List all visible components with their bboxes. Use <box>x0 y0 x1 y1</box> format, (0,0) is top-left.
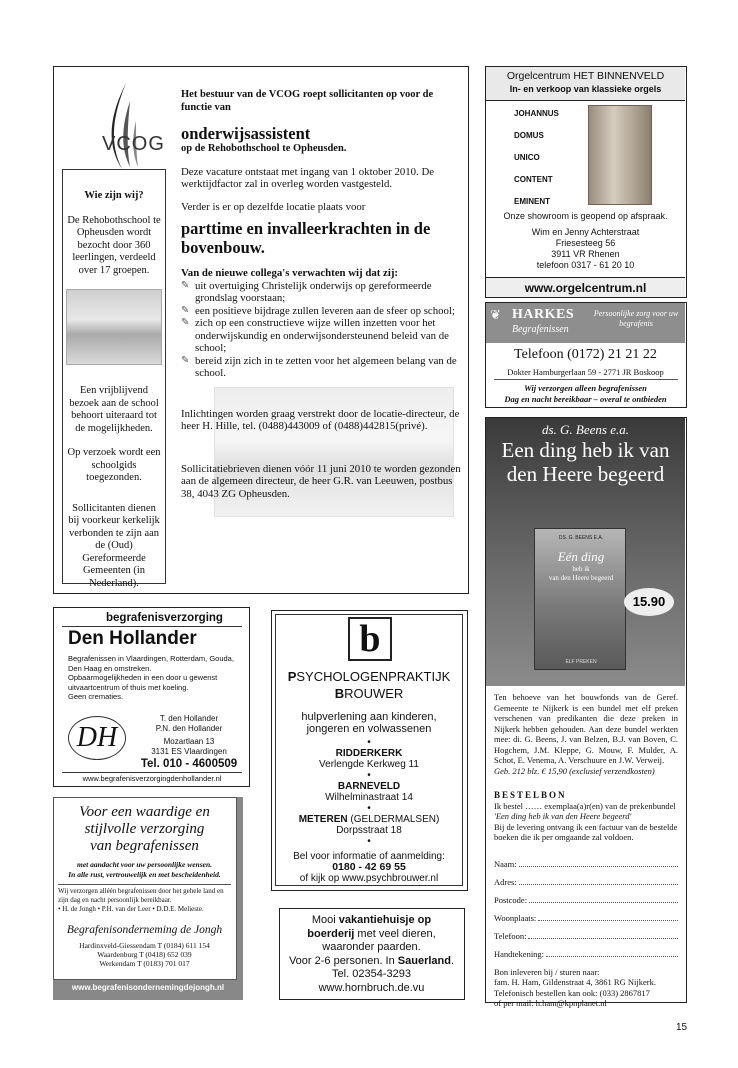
book-ad-title: Een ding heb ik van den Heere begeerd <box>501 438 670 486</box>
divider <box>62 772 242 773</box>
side-paragraph-3: Op verzoek wordt een schoolgids toegezonden. <box>67 447 161 483</box>
vacancy-text: Deze vacature ontstaat met ingang van 1 oktober 2010. De werktijdfactor zal in overleg worden vastgesteld. <box>181 165 435 190</box>
page-number: 15 <box>676 1022 688 1033</box>
beens-book-ad <box>485 417 687 1008</box>
vakantiehuisje-ad <box>279 908 465 1000</box>
organ-photo <box>588 105 652 205</box>
psych-contact: Bel voor informatie of aanmelding: 0180 - 42 69 55 of kijk op www.psychbrouwer.nl <box>293 851 445 884</box>
form-field-phone[interactable]: Telefoon: <box>494 931 678 942</box>
order-text-1: Ik bestel …… exemplaa(a)r(en) van de prekenbundel <box>494 800 676 811</box>
order-text-3: Bij de levering ontvang ik een factuur van de bestelde boeken die ik per omgaande zal voldoen. <box>494 821 678 842</box>
apply-text: Sollicitatiebrieven dienen vóór 11 juni 2010 te worden gezonden aan de algemeen directeur, de heer G.R. van Leeuwen, postbus 38, 4043 ZG Opheusden. <box>181 462 461 500</box>
divider <box>58 884 231 885</box>
psychologenpraktijk-ad <box>271 610 468 891</box>
den-hollander-ad <box>53 607 250 787</box>
harkes-banner <box>486 303 685 343</box>
psych-name-1: PSYCHOLOGENPRAKTIJK <box>287 669 451 684</box>
book-ad-author: ds. G. Beens e.a. <box>541 422 629 437</box>
return-4: of per mail: h.ham@kpnplanet.nl <box>494 998 607 1008</box>
book-cover-title-1: Eén ding <box>557 549 605 564</box>
hollander-text: Begrafenissen in Vlaardingen, Rotterdam, Gouda, Den Haag en omstreken. Opbaarmogelijkheden in een door u gewenst uitvaartcentrum of thuis met koeling. Geen crematies. <box>68 654 234 701</box>
psych-tagline: hulpverlening aan kinderen, jongeren en volwassenen <box>301 711 437 735</box>
side-heading: Wie zijn wij? <box>84 190 144 201</box>
harkes-name: HARKES <box>512 307 575 322</box>
jongh-company: Begrafenisonderneming de Jongh <box>66 924 223 936</box>
jongh-inner <box>53 797 237 980</box>
jongh-description: Wij verzorgen alléén begrafenissen door het gehele land en zijn dag en nacht persoonlijk bereikbaar. • H. de Jongh • P.H. van der Leer • D.D.E. Melieste. <box>58 887 224 913</box>
book-banner <box>486 418 685 686</box>
list-item: ✎ bereid zijn zich in te zetten voor het algemeen belang van de school. <box>181 354 457 379</box>
vcog-main <box>181 89 466 500</box>
side-paragraph-2: Een vrijblijvend bezoek aan de school behoort uiteraard tot de mogelijkheden. <box>69 385 159 434</box>
book-cover-author: DS. G. BEENS E.A. <box>558 535 604 541</box>
orgel-header <box>486 67 685 101</box>
expect-heading: Van de nieuwe collega's verwachten wij dat zij: <box>181 267 399 279</box>
return-3: Telefonisch bestellen kan ook: (033) 2867817 <box>494 987 650 998</box>
vakantie-text: Mooi vakantiehuisje op boerderij met veel dieren, waaronder paarden. Voor 2-6 personen. In Sauerland. Tel. 02354-3293 www.hornbruch.de.vu <box>288 914 455 994</box>
pen-icon: ✎ <box>181 279 190 291</box>
brand-list <box>514 103 559 213</box>
list-item: ✎ zich op een constructieve wijze willen inzetten voor het onderwijskundig en onderwijsondersteunend beleid van de school; <box>181 317 449 354</box>
info-text: Inlichtingen worden graag verstrekt door de locatie-directeur, de heer H. Hille, tel. (0488)443009 of (0488)442815(privé). <box>181 407 460 432</box>
second-title: parttime en invalleerkrachten in de bovenbouw. <box>181 219 431 257</box>
school-name: op de Rehobothschool te Opheusden. <box>181 143 347 154</box>
book-edition: Geb. 212 blz. € 15,90 (exclusief verzendkosten) <box>494 765 655 776</box>
orgel-title: Orgelcentrum HET BINNENVELD <box>506 70 665 82</box>
return-2: fam. H. Ham, Gildenstraat 4, 3861 RG Nijkerk. <box>494 977 656 987</box>
brand-item: JOHANNUS <box>514 109 559 118</box>
hollander-url[interactable]: www.begrafenisverzorgingdenhollander.nl <box>82 774 222 783</box>
harkes-slogan: Persoonlijke zorg voor uw begrafenis <box>593 309 679 328</box>
hollander-name: Den Hollander <box>68 628 197 649</box>
book-description: Ten behoeve van het bouwfonds van de Geref. Gemeente te Nijkerk is een bundel met elf preken verschenen van predikanten die deze preken in Nijkerk hebben gehouden. Aan deze bundel werkten mee: di. G. Beens, J. van Belzen, B.J. van Boven, C. Hogchem, J.M. Kleppe, G. Mouw, F. Mulder, A. Schot, E. Venema, A. Verschuure en J.W. Verweij. <box>494 692 678 765</box>
orgelcentrum-ad <box>485 66 687 298</box>
book-cover-title-2: heb ik <box>572 565 590 573</box>
harkes-ad <box>485 302 687 408</box>
form-field-name[interactable]: Naam: <box>494 859 678 870</box>
vcog-logo-text: VCOG <box>102 133 165 155</box>
leaf-icon: ❦ <box>490 307 501 322</box>
psych-locations: • RIDDERKERK Verlengde Kerkweg 11 • BARNEVELD Wilhelminastraat 14 • METEREN (GELDERMALSEN) Dorpsstraat 18 • <box>298 737 440 847</box>
list-item: ✎ een positieve bijdrage zullen leveren aan de sfeer op school; <box>181 304 455 317</box>
vcog-sidebar <box>62 169 166 589</box>
orgel-city: 3911 VR Rhenen <box>551 249 620 259</box>
side-paragraph-4: Sollicitanten dienen bij voorkeur kerkelijk verbonden te zijn aan de (Oud) Gereformeerde Gemeenten (in Nederland). <box>68 502 160 589</box>
brand-item: EMINENT <box>514 197 550 206</box>
harkes-phone: Telefoon (0172) 21 21 22 <box>514 347 657 362</box>
vcog-intro: Het bestuur van de VCOG roept sollicitanten op voor de functie van <box>181 89 434 113</box>
divider <box>62 626 242 627</box>
book-cover-title-3: van den Heere begeerd <box>548 574 614 582</box>
jongh-tagline: met aandacht voor uw persoonlijke wensen. In alle rust, vertrouwelijk en met bescheidenheid. <box>68 860 221 879</box>
orgel-subtitle: In- en verkoop van klassieke orgels <box>509 84 662 94</box>
psych-name-2: BROUWER <box>334 686 404 701</box>
orgel-street: Friesesteeg 56 <box>555 238 616 248</box>
brand-item: UNICO <box>514 153 540 162</box>
pen-icon: ✎ <box>181 317 190 328</box>
monogram-logo: DH <box>68 716 126 760</box>
divider <box>494 379 678 380</box>
price-badge: 15.90 <box>624 588 674 616</box>
form-field-signature[interactable]: Handtekening: <box>494 949 678 960</box>
form-field-address[interactable]: Adres: <box>494 877 678 888</box>
orgel-showroom: Onze showroom is geopend op afspraak. <box>503 211 668 221</box>
form-field-postcode[interactable]: Postcode: <box>494 895 678 906</box>
job-title: onderwijsassistent <box>181 124 311 143</box>
school-photo <box>66 289 162 365</box>
psych-logo: b <box>348 617 392 661</box>
form-field-city[interactable]: Woonplaats: <box>494 913 678 924</box>
list-item: ✎ uit overtuiging Christelijk onderwijs op gereformeerde grondslag voorstaan; <box>181 279 432 304</box>
psych-inner <box>275 614 463 886</box>
book-cover-footer: ELF PREKEN <box>565 659 597 665</box>
de-jongh-ad <box>53 797 243 1000</box>
orgel-names: Wim en Jenny Achterstraat <box>531 227 640 237</box>
return-1: Bon inleveren bij / sturen naar: <box>494 966 600 977</box>
harkes-sub: Begrafenissen <box>512 324 569 335</box>
jongh-url[interactable]: www.begrafenisondernemingdejongh.nl <box>71 983 225 992</box>
order-heading: BESTELBON <box>494 790 567 800</box>
brand-item: DOMUS <box>514 131 544 140</box>
also-text: Verder is er op dezelfde locatie plaats voor <box>181 200 366 213</box>
brand-item: CONTENT <box>514 175 553 184</box>
orgel-url[interactable]: www.orgelcentrum.nl <box>486 277 685 297</box>
side-paragraph-1: De Rehobothschool te Opheusden wordt bezocht door 360 leerlingen, verdeeld over 17 groepen. <box>67 214 161 276</box>
harkes-line-1: Wij verzorgen alleen begrafenissen <box>524 383 647 393</box>
order-form <box>494 859 678 960</box>
vcog-ad <box>53 66 469 594</box>
book-cover <box>534 528 626 670</box>
jongh-phones: Hardinxveld-Giessendam T (0184) 611 154 Waardenburg T (0418) 652 039 Werkendam T (0183) 701 017 <box>79 941 210 968</box>
hollander-address: T. den Hollander P.N. den Hollander Mozartlaan 13 3131 ES Vlaardingen <box>151 714 227 756</box>
pen-icon: ✎ <box>181 354 190 366</box>
order-text-2: 'Een ding heb ik van den Heere begeerd' <box>494 811 632 821</box>
book-ad-body <box>494 692 678 1009</box>
orgel-phone: telefoon 0317 - 61 20 10 <box>536 260 635 270</box>
harkes-line-2: Dag en nacht bereikbaar – overal te ontbieden <box>504 394 667 404</box>
harkes-address: Dokter Hamburgerlaan 59 - 2771 JR Boskoop <box>507 367 664 377</box>
pen-icon: ✎ <box>181 304 190 316</box>
jongh-slogan: Voor een waardige en stijlvolle verzorging van begrafenissen <box>79 804 210 854</box>
hollander-kicker: begrafenisverzorging <box>106 612 223 624</box>
hollander-phone: Tel. 010 - 4600509 <box>140 758 238 770</box>
